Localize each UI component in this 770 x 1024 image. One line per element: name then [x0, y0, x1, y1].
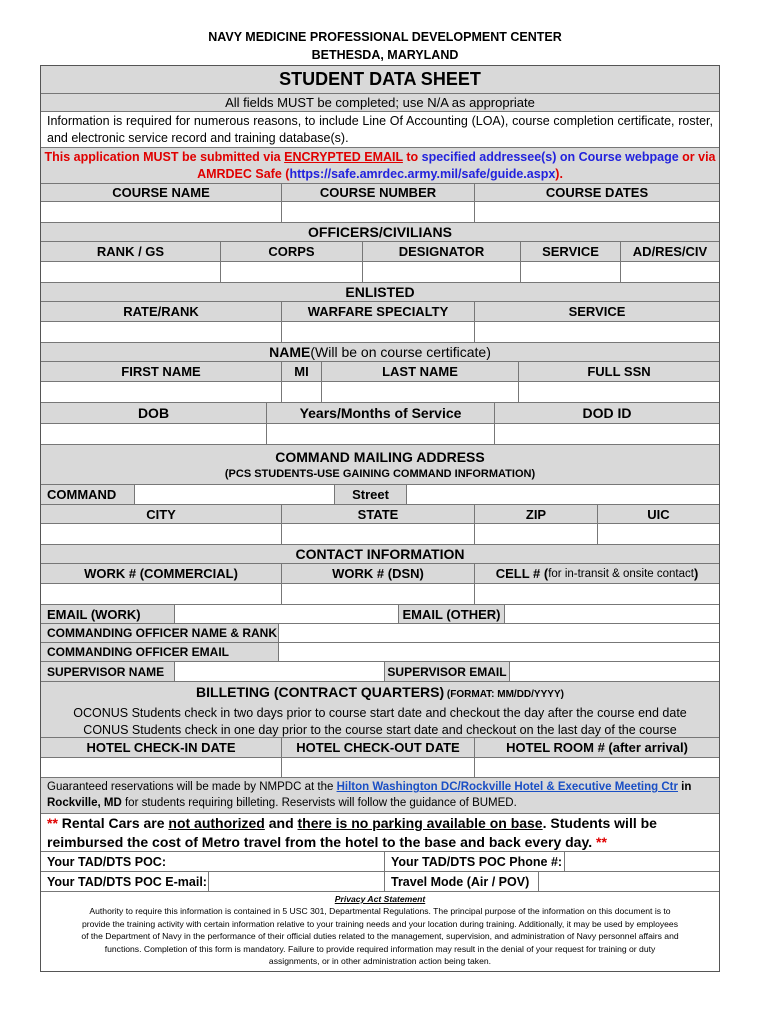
co-name-row	[41, 624, 719, 643]
student-data-form	[40, 65, 720, 972]
billeting-title-row	[41, 682, 719, 738]
designator-label: DESIGNATOR	[363, 242, 521, 261]
name-note: (Will be on course certificate)	[310, 344, 491, 360]
tad-email-row	[41, 872, 719, 892]
course-number-label: COURSE NUMBER	[282, 184, 475, 201]
course-dates-label: COURSE DATES	[545, 185, 649, 200]
submission-notice	[41, 148, 719, 184]
subtitle-row	[41, 94, 719, 112]
encrypted-email-text: ENCRYPTED EMAIL	[284, 150, 403, 164]
travel-mode-label: Travel Mode (Air / POV)	[385, 872, 539, 891]
notice-close: ).	[555, 167, 563, 181]
guarantee-part4: for students requiring billeting. Reservists will follow the guidance of BUMED.	[121, 797, 517, 809]
co-name-field[interactable]	[279, 624, 719, 642]
hilton-hotel-link[interactable]: Hilton Washington DC/Rockville Hotel & Executive Meeting Ctr	[336, 781, 678, 793]
years-service-label: Years/Months of Service	[267, 403, 495, 423]
hotel-checkout-field[interactable]	[282, 758, 475, 777]
cell-label-note: for in-transit & onsite contact	[548, 567, 694, 580]
uic-field[interactable]	[598, 524, 719, 544]
corps-label: CORPS	[221, 242, 363, 261]
info-text: Information is required for numerous reasons, to include Line Of Accounting (LOA), course completion certificate, roster, and electronic service record and training database(s).	[41, 112, 719, 148]
guarantee-row	[41, 778, 719, 814]
dob-field[interactable]	[41, 424, 267, 444]
dod-id-label: DOD ID	[582, 405, 632, 421]
co-name-label: COMMANDING OFFICER NAME & RANK	[41, 624, 279, 642]
guarantee-part1: Guaranteed reservations will be made by NMPDC at the	[47, 781, 337, 793]
city-field[interactable]	[41, 524, 282, 544]
form-subtitle: All fields MUST be completed; use N/A as appropriate	[225, 95, 535, 110]
tad-phone-field[interactable]	[565, 852, 719, 871]
co-email-field[interactable]	[279, 643, 719, 661]
last-name-field[interactable]	[322, 382, 519, 402]
dob-label: DOB	[41, 403, 267, 423]
full-ssn-field[interactable]	[519, 382, 719, 402]
billeting-format: (FORMAT: MM/DD/YYYY)	[444, 689, 564, 700]
zip-field[interactable]	[475, 524, 598, 544]
tad-email-field[interactable]	[209, 872, 385, 891]
course-name-field[interactable]	[41, 202, 282, 222]
co-email-row	[41, 643, 719, 662]
supervisor-email-label: SUPERVISOR EMAIL	[385, 662, 510, 681]
dod-id-field[interactable]	[495, 424, 719, 444]
command-label: COMMAND	[41, 485, 135, 504]
privacy-text: Authority to require this information is contained in 5 USC 301, Departmental Regulations. The principal purpose of the information on this document is to provide the training activity with certain information relative to your training needs and your location during training. Additionally, it may be used by employees of the Department of Navy in the performance of their official duties related to the management, supervision, and administration of Navy personnel affairs and functions. Completion of this form is mandatory. Failure to provide required information may result in the denial of your request for training or duty assignments, or in other administration action being taken.	[81, 906, 679, 966]
rental-t5: . Students will be reimbursed the cost of Metro travel from the hotel to the base and back every day.	[47, 815, 657, 850]
first-name-field[interactable]	[41, 382, 282, 402]
rental-t1: Rental Cars are	[61, 815, 169, 831]
name-header-row	[41, 362, 719, 382]
officers-title: OFFICERS/CIVILIANS	[308, 224, 452, 240]
command-street-row	[41, 485, 719, 505]
street-label: Street	[335, 485, 407, 504]
rental-t2: not authorized	[168, 815, 265, 831]
rank-gs-label: RANK / GS	[41, 242, 221, 261]
email-work-field[interactable]	[175, 605, 399, 623]
enlisted-title-row	[41, 283, 719, 302]
org-location: BETHESDA, MARYLAND	[311, 48, 459, 62]
amrdec-text: AMRDEC Safe (	[197, 167, 290, 181]
service-label: SERVICE	[521, 242, 621, 261]
hotel-checkin-label: HOTEL CHECK-IN DATE	[41, 738, 282, 757]
email-other-field[interactable]	[505, 605, 719, 623]
work-dsn-label: WORK # (DSN)	[282, 564, 475, 583]
hotel-room-label: HOTEL ROOM # (after arrival)	[506, 740, 688, 755]
privacy-title: Privacy Act Statement	[334, 894, 426, 904]
specified-addressee-text: specified addressee(s) on Course webpage	[421, 150, 679, 164]
command-field[interactable]	[135, 485, 335, 504]
dob-input-row	[41, 424, 719, 445]
contact-header-row	[41, 564, 719, 584]
cell-label-a: CELL # (	[495, 566, 549, 581]
oconus-text: OCONUS Students check in two days prior to course start date and checkout the day after the course end date	[73, 706, 687, 720]
conus-text: CONUS Students check in one day prior to the course start date and checkout on the last day of the course	[83, 723, 677, 737]
email-other-label: EMAIL (OTHER)	[399, 605, 505, 623]
enlisted-input-row	[41, 322, 719, 343]
service-field[interactable]	[521, 262, 621, 282]
work-commercial-field[interactable]	[41, 584, 282, 604]
years-service-field[interactable]	[267, 424, 495, 444]
enlisted-header-row	[41, 302, 719, 322]
supervisor-name-field[interactable]	[175, 662, 385, 681]
tad-phone-label: Your TAD/DTS POC Phone #:	[385, 852, 565, 871]
mi-field[interactable]	[282, 382, 322, 402]
last-name-label: LAST NAME	[322, 362, 519, 381]
cell-label-b: )	[693, 566, 699, 581]
form-title: STUDENT DATA SHEET	[279, 69, 481, 89]
co-email-label: COMMANDING OFFICER EMAIL	[41, 643, 279, 661]
officers-header-row	[41, 242, 719, 262]
guarantee-text	[41, 779, 719, 811]
rental-t3: and	[264, 815, 298, 831]
tad-poc-label[interactable]: Your TAD/DTS POC:	[41, 852, 385, 871]
address-title-row	[41, 445, 719, 485]
officers-title-row	[41, 223, 719, 242]
rental-stars-start: **	[47, 815, 62, 831]
name-title: NAME	[269, 344, 311, 360]
hotel-header-row	[41, 738, 719, 758]
guarantee-part2: in	[677, 781, 692, 793]
street-field[interactable]	[407, 485, 719, 504]
travel-mode-field[interactable]	[539, 872, 719, 891]
billeting-title: BILLETING (CONTRACT QUARTERS)	[196, 684, 445, 700]
supervisor-email-field[interactable]	[510, 662, 719, 681]
ad-res-civ-label: AD/RES/CIV	[632, 244, 708, 259]
org-name: NAVY MEDICINE PROFESSIONAL DEVELOPMENT CENTER	[208, 30, 562, 44]
enlisted-title: ENLISTED	[345, 284, 415, 300]
billeting-title-line	[41, 682, 719, 705]
course-header-row	[41, 184, 719, 202]
contact-title: CONTACT INFORMATION	[295, 546, 465, 562]
work-commercial-label: WORK # (COMMERCIAL)	[41, 564, 282, 583]
dob-header-row	[41, 403, 719, 424]
course-name-label: COURSE NAME	[41, 184, 282, 201]
city-label: CITY	[41, 505, 282, 523]
first-name-label: FIRST NAME	[41, 362, 282, 381]
email-work-label: EMAIL (WORK)	[41, 605, 175, 623]
rank-gs-field[interactable]	[41, 262, 221, 282]
rental-stars-end: **	[596, 834, 607, 850]
email-row	[41, 605, 719, 624]
rental-t4: there is no parking available on base	[297, 815, 543, 831]
warfare-specialty-field[interactable]	[282, 322, 475, 342]
zip-label: ZIP	[475, 505, 598, 523]
cell-label	[475, 564, 719, 583]
state-field[interactable]	[282, 524, 475, 544]
rental-notice	[41, 814, 719, 852]
ad-res-civ-field[interactable]	[621, 262, 719, 282]
course-input-row	[41, 202, 719, 223]
uic-label: UIC	[647, 506, 670, 522]
tad-poc-row	[41, 852, 719, 872]
rate-rank-label: RATE/RANK	[41, 302, 282, 321]
cell-field[interactable]	[475, 584, 719, 604]
tad-email-label: Your TAD/DTS POC E-mail:	[41, 872, 209, 891]
privacy-section	[41, 892, 719, 971]
mi-label: MI	[282, 362, 322, 381]
warfare-specialty-label: WARFARE SPECIALTY	[282, 302, 475, 321]
address-note: (PCS STUDENTS-USE GAINING COMMAND INFORMATION)	[224, 468, 536, 480]
course-number-field[interactable]	[282, 202, 475, 222]
full-ssn-label: FULL SSN	[587, 364, 651, 379]
notice-part1: This application MUST be submitted via	[44, 150, 285, 164]
city-header-row	[41, 505, 719, 524]
notice-part3: or via	[678, 150, 716, 164]
supervisor-name-label: SUPERVISOR NAME	[41, 662, 175, 681]
course-dates-field[interactable]	[475, 202, 719, 222]
officers-input-row	[41, 262, 719, 283]
city-input-row	[41, 524, 719, 545]
guarantee-location: Rockville, MD	[47, 797, 122, 809]
rate-rank-field[interactable]	[41, 322, 282, 342]
contact-title-row	[41, 545, 719, 564]
hotel-input-row	[41, 758, 719, 778]
hotel-checkin-field[interactable]	[41, 758, 282, 777]
supervisor-row	[41, 662, 719, 682]
enlisted-service-label: SERVICE	[568, 304, 626, 319]
enlisted-service-field[interactable]	[475, 322, 719, 342]
work-dsn-field[interactable]	[282, 584, 475, 604]
notice-part2: to	[402, 150, 422, 164]
corps-field[interactable]	[221, 262, 363, 282]
name-input-row	[41, 382, 719, 403]
state-label: STATE	[282, 505, 475, 523]
contact-input-row	[41, 584, 719, 605]
designator-field[interactable]	[363, 262, 521, 282]
hotel-checkout-label: HOTEL CHECK-OUT DATE	[282, 738, 475, 757]
name-title-row	[41, 343, 719, 362]
title-row	[41, 66, 719, 94]
hotel-room-field[interactable]	[475, 758, 719, 777]
address-title: COMMAND MAILING ADDRESS	[275, 449, 485, 465]
amrdec-url-link[interactable]: https://safe.amrdec.army.mil/safe/guide.aspx	[289, 167, 556, 181]
